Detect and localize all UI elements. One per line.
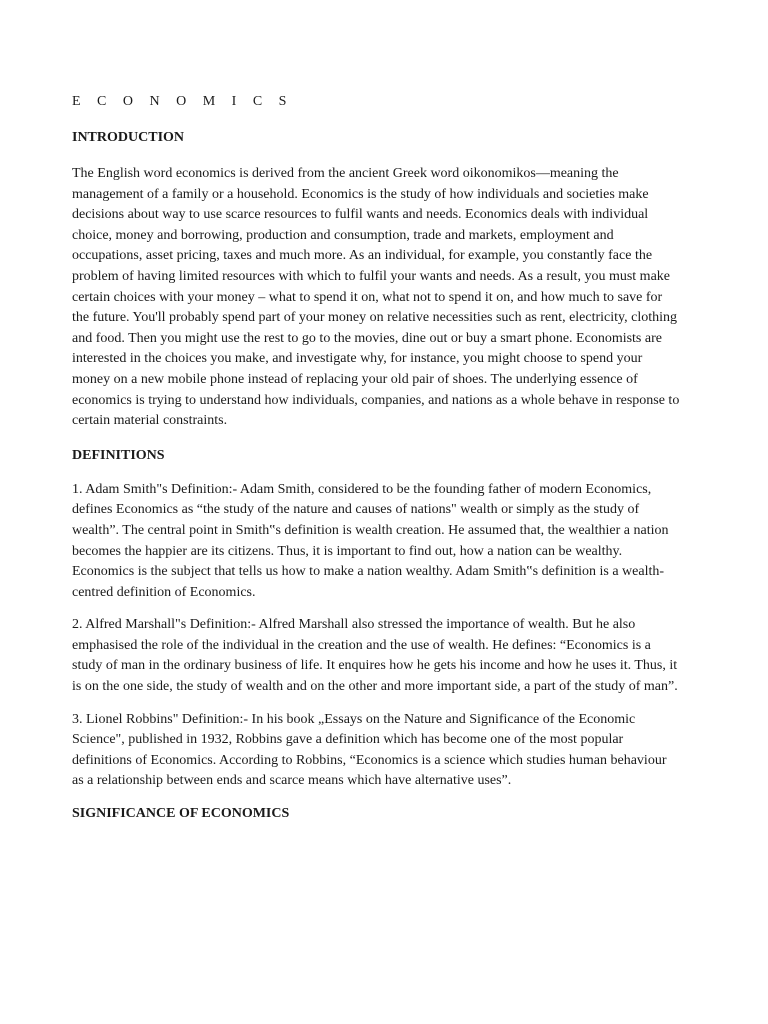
significance-heading: SIGNIFICANCE OF ECONOMICS bbox=[72, 806, 290, 822]
introduction-heading: INTRODUCTION bbox=[72, 130, 185, 145]
definition-lionel-robbins: 3. Lionel Robbins" Definition:- In his book „Essays on the Nature and Significance of the Economic Science", published in 1932, Robbins gave a definition which has become one of the most popular definitions of Economics. According to Robbins, “Economics is a science which studies human behaviour as a relationship between ends and scarce means which have alternative uses”. bbox=[72, 711, 667, 789]
definitions-heading: DEFINITIONS bbox=[72, 447, 165, 463]
document-page bbox=[72, 92, 680, 824]
definition-adam-smith: 1. Adam Smith"s Definition:- Adam Smith, considered to be the founding father of modern Economics, defines Economics as “the study of the nature and causes of nations" wealth or simply as the study of wealth”. The central point in Smith‟s definition is wealth creation. He assumed that, the wealthier a nation becomes the happier are its citizens. Thus, it is important to find out, how a nation can be wealthy. Economics is the subject that tells us how to make a nation wealthy. Adam Smith‟s definition is a wealth-centred definition of Economics. bbox=[72, 481, 669, 600]
definition-alfred-marshall: 2. Alfred Marshall"s Definition:- Alfred Marshall also stressed the importance of wealth. But he also emphasised the role of the individual in the creation and the use of wealth. He defines: “Economics is a study of man in the ordinary business of life. It enquires how he gets his income and how he uses it. Thus, it is on the one side, the study of wealth and on the other and more important side, a part of the study of man”. bbox=[72, 617, 678, 695]
introduction-paragraph: The English word economics is derived from the ancient Greek word oikonomikos—meaning the management of a family or a household. Economics is the study of how individuals and societies make decisions about way to use scarce resources to fulfil wants and needs. Economics deals with individual choice, money and borrowing, production and consumption, trade and markets, employment and occupations, asset pricing, taxes and much more. As an individual, for example, you constantly face the problem of having limited resources with which to fulfil your wants and needs. As a result, you must make certain choices with your money – what to spend it on, what not to spend it on, and how much to save for the future. You'll probably spend part of your money on relative necessities such as rent, electricity, clothing and food. Then you might use the rest to go to the movies, dine out or buy a smart phone. Economists are interested in the choices you make, and investigate why, for instance, you might choose to spend your money on a new mobile phone instead of replacing your old pair of shoes. The underlying essence of economics is trying to understand how individuals, companies, and nations as a whole behave in response to certain material constraints. bbox=[72, 166, 680, 429]
document-title: E C O N O M I C S bbox=[72, 94, 293, 109]
